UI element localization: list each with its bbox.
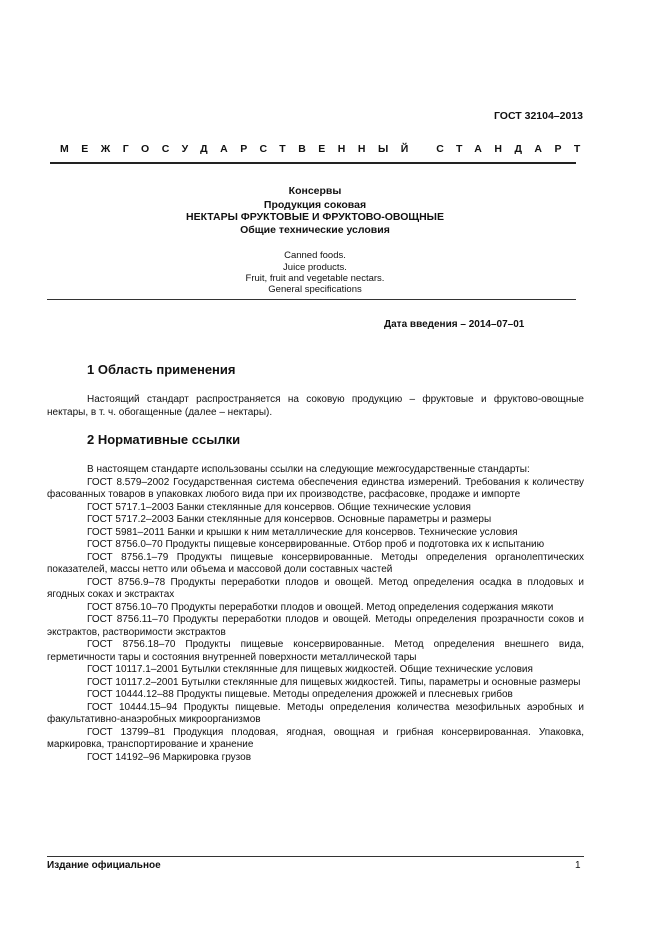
reference-item: ГОСТ 8756.9–78 Продукты переработки плодов и овощей. Метод определения осадка в плодовых и ягодных соках и экстрактах <box>47 576 584 600</box>
reference-item: ГОСТ 10444.12–88 Продукты пищевые. Методы определения дрожжей и плесневых грибов <box>87 689 513 700</box>
reference-item: ГОСТ 8756.10–70 Продукты переработки плодов и овощей. Метод определения содержания мякоти <box>87 601 554 613</box>
footer-divider <box>47 856 584 857</box>
section-2-heading: 2 Нормативные ссылки <box>87 432 241 447</box>
top-divider <box>50 162 576 164</box>
reference-item: ГОСТ 5717.2–2003 Банки стеклянные для консервов. Основные параметры и размеры <box>87 514 492 525</box>
reference-item: ГОСТ 8756.0–70 Продукты пищевые консервированные. Отбор проб и подготовка их к испытанию <box>87 539 545 550</box>
english-title-line-4: General specifications <box>268 284 362 295</box>
reference-item: ГОСТ 8756.11–70 Продукты переработки плодов и овощей. Методы определения прозрачности соков и экстрактов, растворимости экстрактов <box>47 614 584 638</box>
title-line-3: НЕКТАРЫ ФРУКТОВЫЕ И ФРУКТОВО-ОВОЩНЫЕ <box>186 211 444 223</box>
interstate-standard-banner: МЕЖГОСУДАРСТВЕННЫЙ СТАНДАРТ <box>60 143 593 155</box>
title-line-4: Общие технические условия <box>240 224 390 236</box>
official-edition-label: Издание официальное <box>47 860 161 871</box>
reference-item: ГОСТ 10444.15–94 Продукты пищевые. Методы определения количества мезофильных аэробных и факультативно-анаэробных микроорганизмов <box>47 701 584 725</box>
english-title-line-1: Canned foods. <box>284 250 346 261</box>
reference-item: ГОСТ 8756.1–79 Продукты пищевые консервированные. Методы определения органолептических показателей, массы нетто или объема и массовой доли составных частей <box>47 551 584 575</box>
references-intro: В настоящем стандарте использованы ссылки на следующие межгосударственные стандарты: <box>87 464 530 475</box>
title-line-2: Продукция соковая <box>263 199 367 211</box>
reference-item: ГОСТ 10117.1–2001 Бутылки стеклянные для пищевых жидкостей. Общие технические условия <box>87 664 533 675</box>
reference-item: ГОСТ 13799–81 Продукция плодовая, ягодная, овощная и грибная консервированная. Упаковка, маркировка, транспортирование и хранение <box>47 726 584 750</box>
reference-item: ГОСТ 14192–96 Маркировка грузов <box>87 751 252 763</box>
reference-item: ГОСТ 10117.2–2001 Бутылки стеклянные для пищевых жидкостей. Типы, параметры и основные размеры <box>87 676 581 688</box>
page-number: 1 <box>575 860 581 871</box>
reference-item: ГОСТ 8756.18–70 Продукты пищевые консервированные. Метод определения внешнего вида, герметичности тары и состояния внутренней поверхности металлической тары <box>47 639 584 663</box>
title-line-1: Консервы <box>288 185 342 197</box>
document-code: ГОСТ 32104–2013 <box>493 110 583 122</box>
reference-item: ГОСТ 5717.1–2003 Банки стеклянные для консервов. Общие технические условия <box>87 501 471 513</box>
english-title-line-2: Juice products. <box>283 262 347 273</box>
normative-references-list <box>47 464 584 764</box>
introduction-date: Дата введения – 2014–07–01 <box>384 319 525 330</box>
section-1-text: Настоящий стандарт распространяется на соковую продукцию – фруктовые и фруктово-овощные нектары, в т. ч. обогащенные (далее – нектары). <box>47 394 584 418</box>
english-title-line-3: Fruit, fruit and vegetable nectars. <box>245 273 385 284</box>
title-divider <box>47 299 576 300</box>
reference-item: ГОСТ 8.579–2002 Государственная система обеспечения единства измерений. Требования к количеству фасованных товаров в упаковках любого вида при их производстве, расфасовке, продаже и импорте <box>47 476 584 500</box>
reference-item: ГОСТ 5981–2011 Банки и крышки к ним металлические для консервов. Технические условия <box>87 526 518 538</box>
section-1-heading: 1 Область применения <box>87 362 236 377</box>
